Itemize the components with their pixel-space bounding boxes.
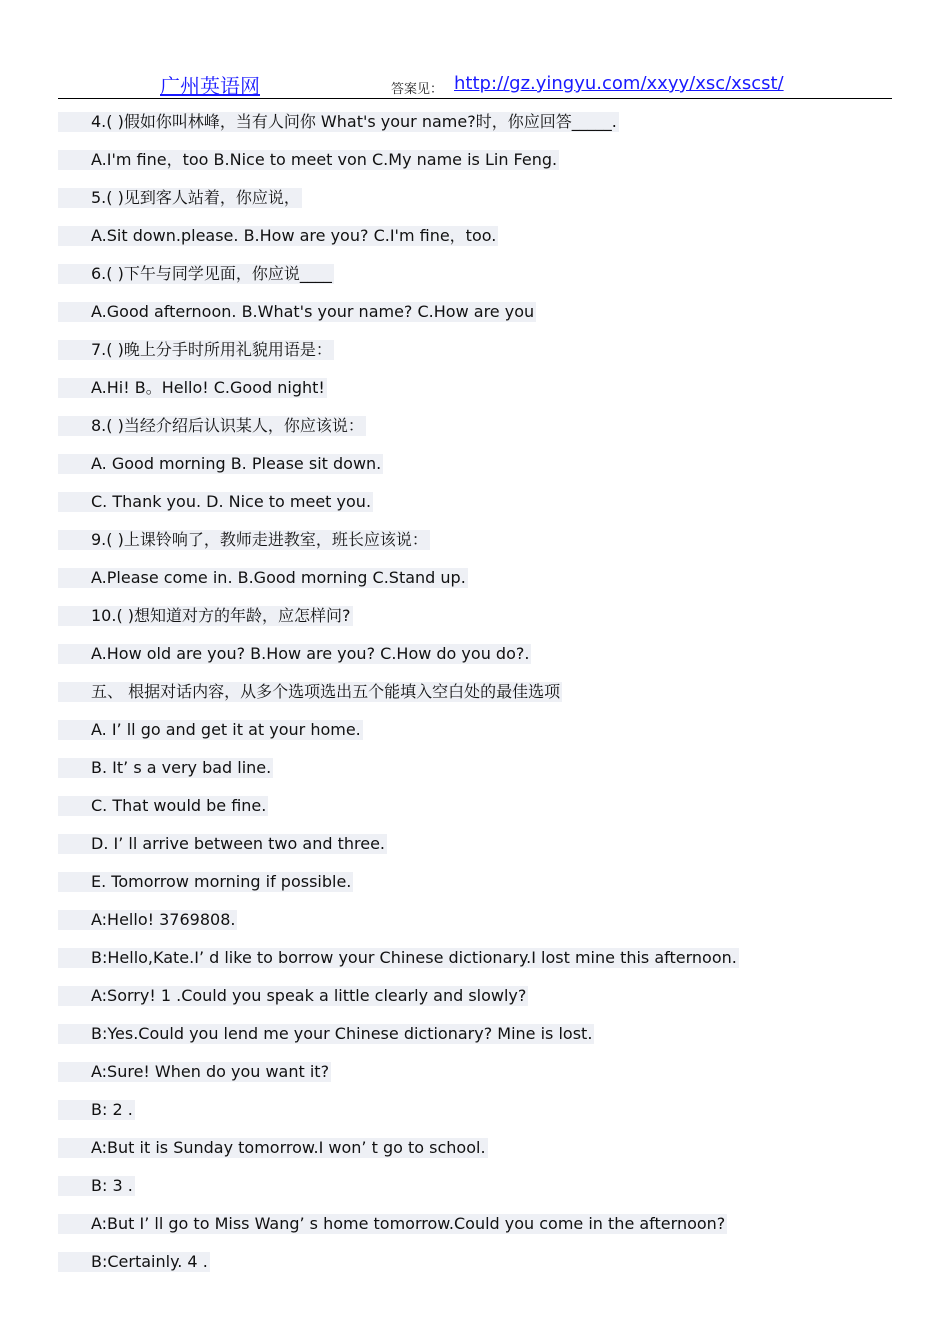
answer-url-link[interactable]: http://gz.yingyu.com/xxyy/xsc/xscst/ — [454, 73, 784, 94]
dialogue-line: A:But it is Sunday tomorrow.I won’ t go to school. — [58, 1138, 892, 1176]
question-5-options: A.Sit down.please. B.How are you? C.I'm fine，too. — [58, 226, 892, 264]
dialogue-line: B:Certainly. 4 . — [58, 1252, 892, 1290]
page-header — [58, 68, 892, 99]
section-5-heading: 五、 根据对话内容，从多个选项选出五个能填入空白处的最佳选项 — [58, 682, 892, 720]
document-body — [58, 112, 892, 1290]
question-8: 8.( )当经介绍后认识某人，你应该说： — [58, 416, 892, 454]
question-6: 6.( )下午与同学见面，你应说____ — [58, 264, 892, 302]
dialogue-line: A:Sure! When do you want it? — [58, 1062, 892, 1100]
dialogue-line: B:Hello,Kate.I’ d like to borrow your Chinese dictionary.I lost mine this afternoon. — [58, 948, 892, 986]
question-5: 5.( )见到客人站着，你应说， — [58, 188, 892, 226]
question-4: 4.( )假如你叫林峰，当有人问你 What's your name?时，你应回答_____. — [58, 112, 892, 150]
question-9-options: A.Please come in. B.Good morning C.Stand up. — [58, 568, 892, 606]
choice-c: C. That would be fine. — [58, 796, 892, 834]
dialogue-line: A:Sorry! 1 .Could you speak a little clearly and slowly? — [58, 986, 892, 1024]
dialogue-line: A:Hello! 3769808. — [58, 910, 892, 948]
choice-b: B. It’ s a very bad line. — [58, 758, 892, 796]
question-7-options: A.Hi! B。Hello! C.Good night! — [58, 378, 892, 416]
choice-e: E. Tomorrow morning if possible. — [58, 872, 892, 910]
question-7: 7.( )晚上分手时所用礼貌用语是： — [58, 340, 892, 378]
dialogue-line: A:But I’ ll go to Miss Wang’ s home tomorrow.Could you come in the afternoon? — [58, 1214, 892, 1252]
question-8-options-cd: C. Thank you. D. Nice to meet you. — [58, 492, 892, 530]
question-6-options: A.Good afternoon. B.What's your name? C.How are you — [58, 302, 892, 340]
dialogue-line: B:Yes.Could you lend me your Chinese dictionary? Mine is lost. — [58, 1024, 892, 1062]
dialogue-line: B: 2 . — [58, 1100, 892, 1138]
answer-label: 答案见： — [391, 82, 444, 97]
site-name-link[interactable]: 广州英语网 — [160, 74, 260, 98]
choice-a: A. I’ ll go and get it at your home. — [58, 720, 892, 758]
question-9: 9.( )上课铃响了，教师走进教室，班长应该说： — [58, 530, 892, 568]
dialogue-line: B: 3 . — [58, 1176, 892, 1214]
question-4-options: A.I'm fine，too B.Nice to meet von C.My name is Lin Feng. — [58, 150, 892, 188]
choice-d: D. I’ ll arrive between two and three. — [58, 834, 892, 872]
question-8-options-ab: A. Good morning B. Please sit down. — [58, 454, 892, 492]
question-10: 10.( )想知道对方的年龄，应怎样问? — [58, 606, 892, 644]
question-10-options: A.How old are you? B.How are you? C.How do you do?. — [58, 644, 892, 682]
